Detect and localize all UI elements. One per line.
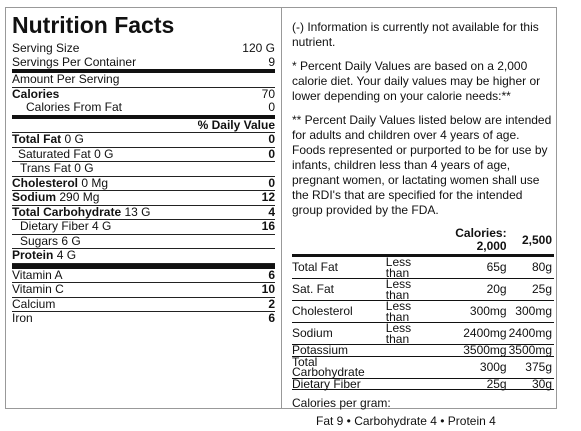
vitamin-label: Vitamin C (12, 282, 64, 296)
nutrient-amount: 13 G (124, 204, 151, 219)
dv-table-cell: 30g (509, 378, 554, 390)
nutrient-list (12, 133, 275, 264)
servings-per-container-row (12, 56, 275, 74)
nutrient-label (12, 235, 275, 249)
amount-per-serving-label: Amount Per Serving (12, 72, 120, 86)
footnote-rdi: ** Percent Daily Values listed below are intended for adults and children over 4 years of age. Foods represented or purported to be for use by infants, children less than 4 years of age, pregnant women, or lactating women shall use the RDI's that are specified for the intended group provided by the FDA. (292, 113, 552, 217)
dv-table-row (292, 301, 554, 323)
dv-header-empty-2 (386, 227, 431, 256)
column-divider (281, 7, 282, 409)
nutrient-amount: 0 G (74, 161, 94, 175)
vitamin-daily-value: 6 (268, 311, 275, 325)
dv-table-cell: 300mg (431, 301, 509, 323)
nutrient-name: Cholesterol (12, 175, 79, 190)
dv-table-row (292, 323, 554, 345)
calories-from-fat-value: 0 (268, 100, 275, 114)
nutrient-name: Total Fat (12, 132, 62, 146)
dv-table-cell: Total Fat (292, 256, 386, 279)
nutrient-label (12, 133, 268, 147)
dv-header-2000: Calories: 2,000 (455, 226, 507, 253)
nutrient-row (12, 235, 275, 250)
nutrient-row (12, 148, 275, 163)
nutrient-daily-value: 0 (268, 132, 275, 146)
serving-size-value: 120 G (242, 41, 275, 55)
dv-table-cell (386, 356, 431, 378)
dv-table-cell: 25g (509, 279, 554, 301)
nutrient-daily-value: 0 (268, 146, 275, 161)
nutrient-label (12, 191, 262, 205)
dv-table-cell: 3500mg (508, 343, 552, 357)
servings-per-container-value: 9 (268, 54, 275, 69)
calories-per-gram-label: Calories per gram: (292, 396, 391, 410)
dv-table-cell: Less than (386, 256, 431, 279)
calories-from-fat-row (12, 101, 275, 119)
calories-value: 70 (261, 86, 275, 101)
nutrition-facts-label (12, 12, 275, 326)
footnote-unavailable: (-) Information is currently not available for this nutrient. (292, 20, 539, 49)
dv-table-cell: Less than (386, 323, 431, 345)
dv-table-cell: Dietary Fiber (292, 378, 386, 390)
dv-table-cell: Total Carbohydrate (292, 356, 386, 378)
dv-table-cell: Less than (386, 301, 431, 323)
dv-table-cell: 2400mg (509, 323, 554, 345)
nutrient-amount: 0 G (94, 146, 114, 161)
nutrient-label (12, 220, 262, 234)
dv-table-row (292, 345, 554, 357)
dv-table-cell: 2400mg (431, 323, 509, 345)
nutrient-name: Sodium (12, 190, 56, 204)
dv-table-cell: Cholesterol (292, 301, 386, 323)
daily-value-header: % Daily Value (197, 117, 275, 132)
amount-per-serving-row (12, 73, 275, 88)
footnotes-column (292, 20, 554, 429)
label-title: Nutrition Facts (12, 12, 175, 38)
dv-table-cell: 20g (431, 279, 509, 301)
nutrient-daily-value: 0 (268, 175, 275, 190)
dv-table-cell: 25g (431, 378, 509, 390)
dv-header-2500: 2,500 (521, 232, 552, 247)
nutrient-amount: 290 Mg (59, 190, 100, 204)
dv-table-cell: 3500mg (431, 345, 509, 357)
nutrient-row (12, 249, 275, 264)
nutrient-row (12, 206, 275, 221)
dv-table-cell: Sat. Fat (292, 279, 386, 301)
nutrient-label (12, 177, 268, 191)
vitamin-daily-value: 2 (268, 296, 275, 311)
vitamin-label: Iron (12, 311, 33, 325)
vitamin-row (12, 312, 275, 326)
dv-table-cell: Less than (386, 279, 431, 301)
nutrient-name: Trans Fat (20, 161, 71, 175)
calories-per-gram-values: Fat 9 • Carbohydrate 4 • Protein 4 (316, 414, 496, 428)
nutrient-row (12, 177, 275, 192)
nutrient-label (12, 162, 275, 176)
nutrient-label (12, 206, 268, 220)
vitamin-row (12, 298, 275, 313)
nutrient-row (12, 191, 275, 206)
dv-table-cell: 65g (431, 256, 509, 279)
dv-table-row (292, 356, 554, 378)
footnote-daily-values: * Percent Daily Values are based on a 2,000 calorie diet. Your daily values may be higher or lower depending on your calorie needs:** (292, 59, 541, 103)
dv-table-cell: 300g (431, 356, 509, 378)
dv-table-header (292, 227, 554, 256)
nutrient-row (12, 133, 275, 148)
calories-label: Calories (12, 86, 60, 101)
dv-table-cell: Potassium (292, 345, 386, 357)
nutrient-name: Saturated Fat (18, 146, 91, 161)
dv-table-cell (386, 378, 431, 390)
nutrient-row (12, 220, 275, 235)
nutrient-amount: 6 G (61, 233, 81, 248)
dv-table-row (292, 256, 554, 279)
nutrient-daily-value: 4 (268, 204, 275, 219)
nutrient-name: Dietary Fiber (20, 219, 89, 233)
dv-table-row (292, 279, 554, 301)
nutrient-label (12, 148, 268, 162)
nutrient-amount: 4 G (56, 248, 77, 262)
nutrient-label (12, 249, 275, 263)
nutrient-daily-value: 16 (261, 219, 275, 233)
nutrient-amount: 4 G (92, 219, 112, 233)
dv-header-empty-1 (292, 227, 386, 256)
serving-size-row (12, 42, 275, 56)
vitamin-label: Vitamin A (12, 267, 63, 282)
dv-table-row (292, 378, 554, 390)
nutrient-name: Protein (12, 248, 54, 262)
vitamin-label: Calcium (12, 296, 56, 311)
vitamin-list (12, 269, 275, 326)
nutrient-amount: 0 G (64, 132, 84, 146)
servings-per-container-label: Servings Per Container (12, 54, 137, 69)
dv-table-cell: 375g (509, 356, 554, 378)
nutrient-name: Sugars (20, 233, 59, 248)
dv-table-cell (386, 345, 431, 357)
vitamin-daily-value: 10 (261, 282, 275, 296)
dv-table-cell: 300mg (509, 301, 554, 323)
nutrient-daily-value: 12 (261, 190, 275, 204)
calories-from-fat-label: Calories From Fat (26, 100, 123, 114)
vitamin-row (12, 269, 275, 284)
vitamin-daily-value: 6 (268, 267, 275, 282)
daily-value-header-row (12, 119, 275, 134)
dv-table-cell: 80g (509, 256, 554, 279)
nutrient-amount: 0 Mg (81, 175, 109, 190)
nutrient-row (12, 162, 275, 177)
serving-size-label: Serving Size (12, 41, 80, 55)
calories-row (12, 88, 275, 102)
nutrient-name: Total Carbohydrate (12, 204, 122, 219)
daily-value-reference-table (292, 227, 554, 390)
vitamin-row (12, 283, 275, 298)
dv-table-cell: Sodium (292, 323, 386, 345)
